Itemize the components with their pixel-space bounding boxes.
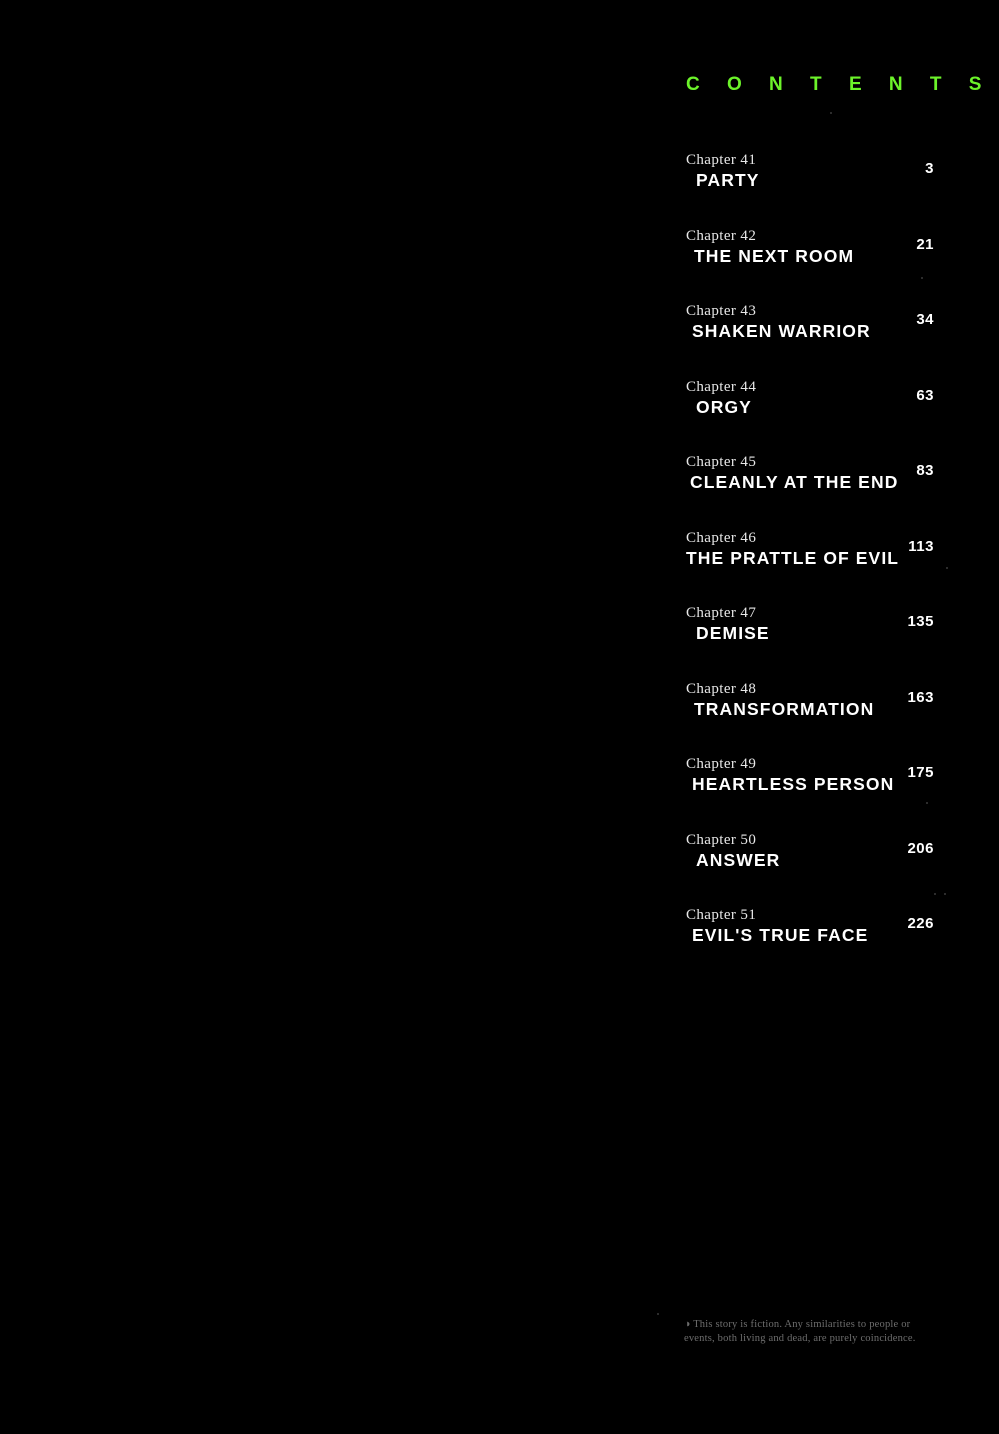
list-item[interactable] [684,228,946,304]
scan-speck [926,802,928,804]
list-item[interactable] [684,379,946,455]
list-item[interactable] [684,303,946,379]
chapter-page-number: 163 [907,688,934,706]
chapter-number: Chapter 47 [686,605,757,621]
chapter-page-number: 34 [916,311,934,328]
chapter-title: TRANSFORMATION [694,698,875,719]
chapter-title: CLEANLY AT THE END [690,472,899,492]
chapter-number: Chapter 45 [686,454,757,470]
chapter-page-number: 21 [916,235,934,253]
chapter-title: ANSWER [696,849,781,870]
chapter-number: Chapter 49 [686,756,757,772]
list-item[interactable] [684,907,946,983]
chapter-number: Chapter 51 [686,907,757,923]
list-item[interactable] [684,605,946,681]
disclaimer-text: This story is fiction. Any similarities to people or events, both living and dead, are purely coincidence. [684,1319,916,1344]
chapter-number: Chapter 50 [686,831,757,848]
scan-speck [921,277,923,279]
chapter-number: Chapter 44 [686,378,757,395]
chapter-number: Chapter 42 [686,227,757,244]
chapter-page-number: 63 [916,386,934,404]
scan-speck [946,567,948,569]
scan-speck [934,893,936,895]
chapter-title: ORGY [696,396,752,417]
list-item[interactable] [684,832,946,908]
chapter-title: PARTY [696,170,760,190]
chapter-page-number: 135 [907,613,934,630]
chapter-title: THE NEXT ROOM [694,245,855,266]
chapter-number: Chapter 48 [686,680,757,697]
page-title: C O N T E N T S [686,74,993,95]
chapter-number: Chapter 41 [686,152,757,168]
chapter-page-number: 206 [907,839,934,857]
chapter-number: Chapter 46 [686,529,757,546]
copyright-icon: ◑ [684,1319,691,1330]
scan-speck [944,893,946,895]
list-item[interactable] [684,756,946,832]
chapter-page-number: 175 [907,764,934,781]
chapter-page-number: 113 [908,537,934,555]
chapter-title: EVIL'S TRUE FACE [692,925,869,945]
list-item[interactable] [684,530,946,606]
chapter-title: DEMISE [696,623,770,643]
chapter-number: Chapter 43 [686,303,757,319]
list-item[interactable] [684,454,946,530]
chapter-title: SHAKEN WARRIOR [692,321,871,341]
chapter-title: HEARTLESS PERSON [692,774,895,794]
fiction-disclaimer [684,1318,934,1346]
chapter-page-number: 83 [916,462,934,479]
list-item[interactable] [684,681,946,757]
chapter-title: THE PRATTLE OF EVIL [686,547,900,568]
scan-speck [830,112,832,114]
scan-speck [657,1313,659,1315]
chapter-page-number: 3 [925,160,934,177]
list-item[interactable] [684,152,946,228]
chapter-page-number: 226 [907,915,934,932]
table-of-contents [684,152,946,983]
